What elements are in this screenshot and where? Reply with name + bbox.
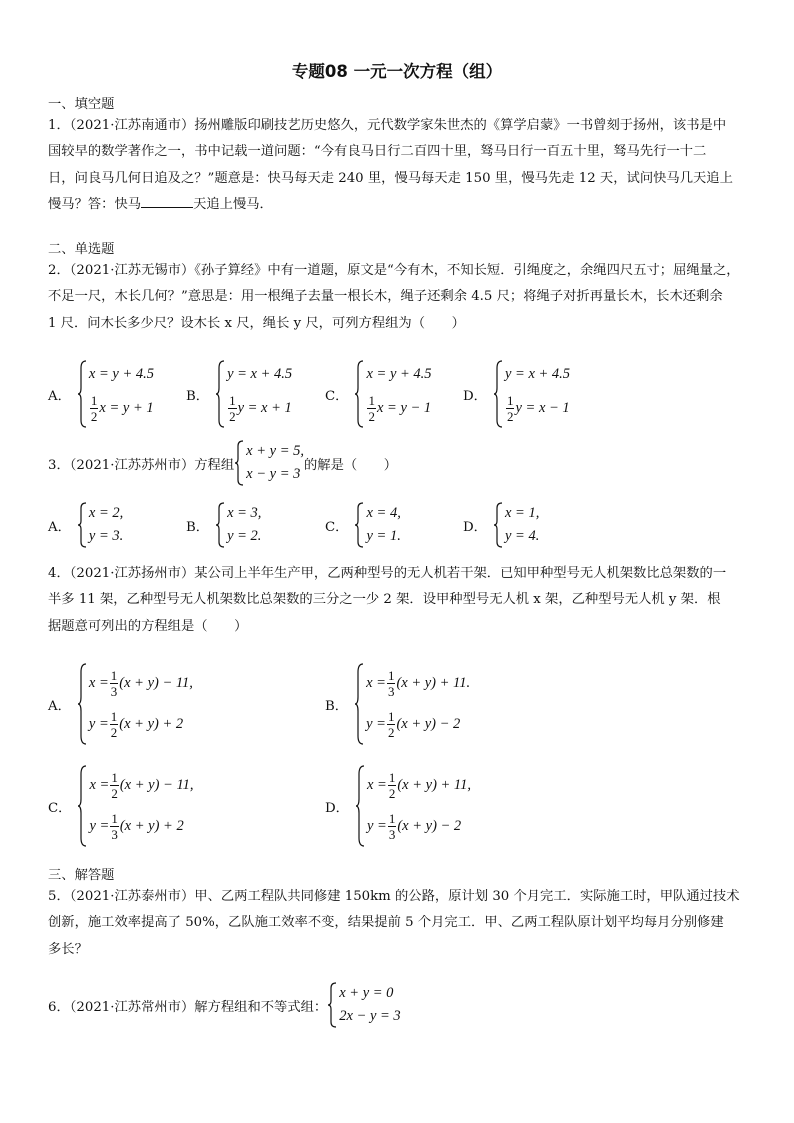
q2-option-c[interactable] bbox=[325, 358, 432, 430]
equation-1: x = $\frac{1}{2}$ (x + y) + 11, bbox=[366, 770, 471, 801]
q4-line-3: 据题意可列出的方程组是（ ） bbox=[48, 618, 248, 634]
equation-system bbox=[77, 502, 123, 548]
equation-1: y = x + 4.5 bbox=[227, 365, 293, 382]
equation-system bbox=[493, 360, 570, 428]
left-brace-icon bbox=[354, 502, 364, 548]
section-heading-single-choice: 二、单选题 bbox=[48, 242, 115, 257]
equation-system bbox=[77, 663, 193, 745]
q2-line-2: 不足一尺，木长几何？”意思是：用一根绳子去量一根长木，绳子还剩余 4.5 尺；将绳子对折再量长木，长木还剩余 bbox=[48, 289, 723, 305]
equation-1: x + y = 0 bbox=[339, 985, 394, 1001]
equation-2: y = $\frac{1}{2}$ (x + y) − 2 bbox=[366, 709, 461, 740]
q2-option-b[interactable] bbox=[186, 358, 292, 430]
q5-line-1: 5．（2021·江苏泰州市）甲、乙两工程队共同修建 150km 的公路，原计划 30 个月完工．实际施工时，甲队通过技术 bbox=[48, 889, 740, 904]
q1-line-4 bbox=[48, 192, 748, 218]
left-brace-icon bbox=[77, 502, 87, 548]
question-6 bbox=[48, 982, 748, 1028]
equation-1: x = $\frac{1}{3}$ (x + y) + 11. bbox=[366, 668, 471, 699]
equation-1: x = 1, bbox=[504, 505, 540, 521]
q4-options-row-2 bbox=[48, 764, 748, 848]
q1-line-2: 国较早的数学著作之一，书中记载一道问题：“今有良马日行二百四十里，驽马日行一百五十里，驽马先行一十二 bbox=[48, 144, 707, 160]
left-brace-icon bbox=[327, 982, 337, 1028]
left-brace-icon bbox=[215, 502, 225, 548]
option-label: B． bbox=[186, 519, 210, 535]
q4-option-c[interactable] bbox=[48, 764, 194, 848]
equation-2: $\frac{1}{2}$ y = x − 1 bbox=[506, 392, 570, 424]
section-heading-fill-blank: 一、填空题 bbox=[48, 97, 115, 112]
equation-1: y = x + 4.5 bbox=[504, 365, 571, 382]
equation-2: y = 2. bbox=[227, 528, 262, 544]
option-label: B． bbox=[325, 698, 349, 714]
q3-options bbox=[48, 502, 748, 548]
q6-prefix: 6．（2021·江苏常州市）解方程组和不等式组： bbox=[48, 999, 328, 1015]
q5-line-3: 多长？ bbox=[48, 941, 88, 957]
equation-2: 2x − y = 3 bbox=[339, 1008, 401, 1024]
equation-1: x = 2, bbox=[88, 505, 124, 521]
q1-line-4-end: 天追上慢马． bbox=[193, 196, 273, 212]
q1-line-1: 1．（2021·江苏南通市）扬州雕版印刷技艺历史悠久，元代数学家朱世杰的《算学启蒙》一书曾刻于扬州，该书是中 bbox=[48, 118, 727, 133]
left-brace-icon bbox=[77, 360, 87, 428]
equation-1: x = y + 4.5 bbox=[366, 365, 432, 382]
q1-line-3: 日，问良马几何日追及之？”题意是：快马每天走 240 里，慢马每天走 150 里，慢马先走 12 天，试问快马几天追上 bbox=[48, 170, 733, 186]
equation-2: y = $\frac{1}{3}$ (x + y) − 2 bbox=[366, 811, 462, 842]
equation-system bbox=[77, 765, 193, 847]
q3-prefix: 3．（2021·江苏苏州市）方程组 bbox=[48, 457, 235, 473]
q4-line-1: 4．（2021·江苏扬州市）某公司上半年生产甲，乙两种型号的无人机若干架．已知甲种型号无人机架数比总架数的一 bbox=[48, 566, 727, 581]
q3-option-a[interactable] bbox=[48, 502, 123, 548]
q2-option-d[interactable] bbox=[463, 358, 570, 430]
q3-suffix: 的解是（ ） bbox=[303, 457, 398, 473]
equation-system bbox=[234, 440, 304, 486]
left-brace-icon bbox=[354, 663, 364, 745]
option-label: A． bbox=[48, 388, 71, 404]
q2-options bbox=[48, 358, 748, 430]
left-brace-icon bbox=[493, 502, 503, 548]
q3-option-b[interactable] bbox=[186, 502, 261, 548]
equation-1: x = 3, bbox=[227, 505, 262, 521]
equation-system bbox=[354, 360, 431, 428]
equation-system bbox=[354, 663, 470, 745]
equation-1: x = $\frac{1}{3}$ (x + y) − 11, bbox=[88, 668, 193, 699]
q4-line-2: 半多 11 架，乙种型号无人机架数比总架数的三分之一少 2 架．设甲种型号无人机 x 架，乙种型号无人机 y 架．根 bbox=[48, 592, 721, 608]
question-1 bbox=[48, 113, 748, 218]
left-brace-icon bbox=[234, 440, 244, 486]
q4-option-a[interactable] bbox=[48, 662, 193, 746]
equation-1: x = $\frac{1}{2}$ (x + y) − 11, bbox=[89, 770, 194, 801]
q4-options-row-1 bbox=[48, 662, 748, 746]
q1-line-4-start: 慢马？答：快马 bbox=[48, 196, 142, 212]
left-brace-icon bbox=[77, 663, 87, 745]
page-title: 专题08 一元一次方程（组） bbox=[291, 62, 503, 81]
equation-2: x − y = 3 bbox=[246, 466, 301, 482]
question-4 bbox=[48, 561, 748, 640]
left-brace-icon bbox=[355, 765, 365, 847]
equation-1: x = y + 4.5 bbox=[88, 365, 154, 382]
equation-system bbox=[215, 360, 292, 428]
q6-stem bbox=[48, 982, 401, 1028]
equation-2: y = 4. bbox=[504, 528, 540, 544]
equation-2: y = 1. bbox=[366, 528, 401, 544]
left-brace-icon bbox=[493, 360, 503, 428]
option-label: C． bbox=[325, 388, 349, 404]
equation-system bbox=[355, 765, 471, 847]
option-label: B． bbox=[186, 388, 210, 404]
q3-stem bbox=[48, 440, 397, 486]
q5-line-2: 创新，施工效率提高了 50%，乙队施工效率不变，结果提前 5 个月完工．甲、乙两工程队原计划平均每月分别修建 bbox=[48, 915, 724, 931]
section-heading-answer: 三、解答题 bbox=[48, 868, 115, 883]
equation-1: x + y = 5, bbox=[246, 443, 304, 459]
option-label: A． bbox=[48, 519, 71, 535]
equation-2: $\frac{1}{2}$ x = y + 1 bbox=[90, 392, 154, 424]
equation-2: $\frac{1}{2}$ y = x + 1 bbox=[229, 392, 292, 424]
option-label: C． bbox=[325, 519, 349, 535]
q4-option-b[interactable] bbox=[325, 662, 470, 746]
left-brace-icon bbox=[77, 765, 87, 847]
equation-system bbox=[354, 502, 400, 548]
q2-option-a[interactable] bbox=[48, 358, 154, 430]
question-5 bbox=[48, 884, 748, 963]
equation-system bbox=[215, 502, 261, 548]
equation-2: $\frac{1}{2}$ x = y − 1 bbox=[368, 392, 432, 424]
q2-line-1: 2．（2021·江苏无锡市）《孙子算经》中有一道题，原文是“今有木，不知长短．引绳度之，余绳四尺五寸；屈绳量之， bbox=[48, 263, 740, 278]
equation-system bbox=[493, 502, 539, 548]
question-3 bbox=[48, 440, 748, 486]
equation-1: x = 4, bbox=[366, 505, 401, 521]
option-label: A． bbox=[48, 698, 71, 714]
equation-2: y = $\frac{1}{2}$ (x + y) + 2 bbox=[88, 709, 184, 740]
left-brace-icon bbox=[354, 360, 364, 428]
q3-option-c[interactable] bbox=[325, 502, 401, 548]
q4-option-d[interactable] bbox=[325, 764, 471, 848]
q3-option-d[interactable] bbox=[463, 502, 539, 548]
equation-system bbox=[327, 982, 400, 1028]
option-label: D． bbox=[325, 800, 349, 816]
equation-2: y = 3. bbox=[88, 528, 124, 544]
answer-blank[interactable] bbox=[141, 193, 193, 208]
equation-2: y = $\frac{1}{3}$ (x + y) + 2 bbox=[89, 811, 184, 842]
left-brace-icon bbox=[215, 360, 225, 428]
option-label: C． bbox=[48, 800, 72, 816]
option-label: D． bbox=[463, 388, 487, 404]
q2-line-3: 1 尺．问木长多少尺？设木长 x 尺，绳长 y 尺，可列方程组为（ ） bbox=[48, 315, 465, 331]
equation-system bbox=[77, 360, 154, 428]
question-2 bbox=[48, 258, 748, 337]
option-label: D． bbox=[463, 519, 487, 535]
